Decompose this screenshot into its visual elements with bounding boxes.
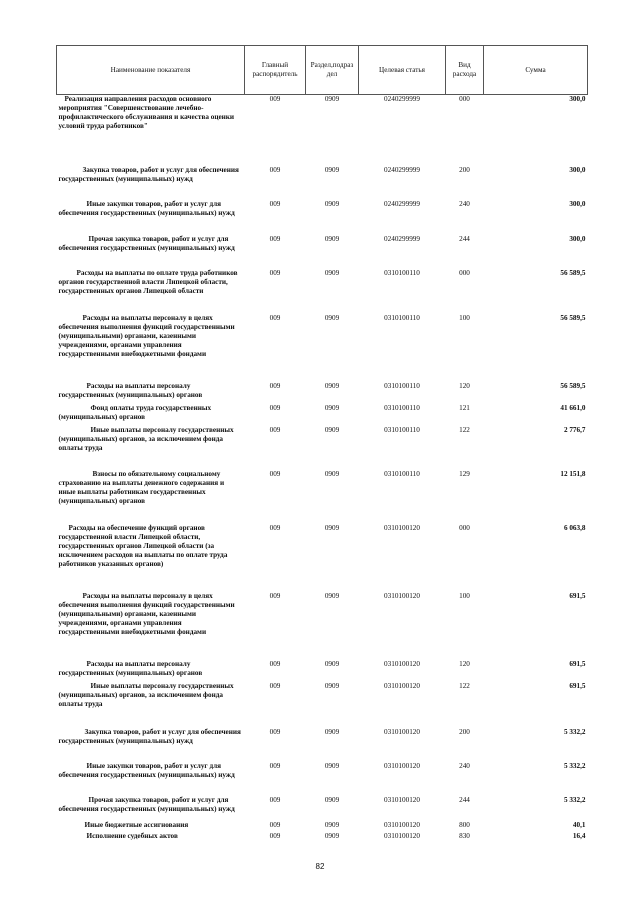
- cell-target-article: 0310100120: [384, 795, 420, 804]
- cell-main-manager: 009: [269, 591, 281, 600]
- cell-indicator-name: Прочая закупка товаров, работ и услуг для обеспечения государственных (муниципальных) нужд: [58, 234, 235, 252]
- header-amount: Сумма: [484, 46, 588, 95]
- cell-main-manager: 009: [269, 820, 281, 829]
- cell-main-manager: 009: [269, 234, 281, 243]
- cell-indicator-name: Расходы на выплаты персоналу государственных (муниципальных) органов: [58, 659, 203, 677]
- cell-section: 0909: [324, 234, 340, 243]
- page-number: 82: [315, 862, 325, 871]
- cell-amount: 16,4: [572, 831, 586, 840]
- cell-expense-type: 100: [459, 313, 470, 322]
- cell-amount: 691,5: [569, 659, 586, 668]
- cell-amount: 691,5: [569, 591, 586, 600]
- cell-amount: 40,1: [572, 820, 586, 829]
- cell-main-manager: 009: [269, 681, 281, 690]
- cell-amount: 6 063,8: [563, 523, 586, 532]
- table-row: [57, 832, 588, 843]
- cell-main-manager: 009: [269, 403, 281, 412]
- cell-expense-type: 122: [459, 681, 470, 690]
- cell-section: 0909: [324, 381, 340, 390]
- cell-indicator-name: Иные закупки товаров, работ и услуг для обеспечения государственных (муниципальных) нужд: [58, 199, 235, 217]
- cell-indicator-name: Расходы на выплаты персоналу государственных (муниципальных) органов: [58, 381, 203, 399]
- cell-expense-type: 000: [459, 268, 470, 277]
- table-row: [57, 796, 588, 821]
- cell-main-manager: 009: [269, 831, 281, 840]
- cell-section: 0909: [324, 523, 340, 532]
- cell-target-article: 0240299999: [384, 234, 420, 243]
- cell-main-manager: 009: [269, 469, 281, 478]
- table-row: [57, 682, 588, 728]
- cell-main-manager: 009: [269, 95, 281, 103]
- cell-section: 0909: [324, 313, 340, 322]
- table-row: [57, 592, 588, 660]
- cell-main-manager: 009: [269, 795, 281, 804]
- header-indicator-name: Наименование показателя: [57, 46, 245, 95]
- cell-target-article: 0310100120: [384, 761, 420, 770]
- cell-section: 0909: [324, 795, 340, 804]
- cell-main-manager: 009: [269, 659, 281, 668]
- cell-section: 0909: [324, 761, 340, 770]
- cell-target-article: 0240299999: [384, 165, 420, 174]
- cell-target-article: 0310100110: [384, 313, 420, 322]
- cell-expense-type: 830: [459, 831, 470, 840]
- cell-indicator-name: Фонд оплаты труда государственных (муниципальных) органов: [58, 403, 212, 421]
- table-row: [57, 660, 588, 682]
- cell-main-manager: 009: [269, 268, 281, 277]
- table-row: [57, 762, 588, 796]
- cell-section: 0909: [324, 591, 340, 600]
- header-expense-type: Вид расхода: [446, 46, 484, 95]
- cell-indicator-name: Закупка товаров, работ и услуг для обеспечения государственных (муниципальных) нужд: [58, 165, 239, 183]
- table-row: [57, 524, 588, 592]
- cell-amount: 56 589,5: [560, 381, 586, 390]
- table-row: [57, 200, 588, 235]
- table-row: [57, 404, 588, 426]
- cell-expense-type: 121: [459, 403, 470, 412]
- cell-amount: 5 332,2: [563, 795, 586, 804]
- cell-amount: 12 151,8: [560, 469, 586, 478]
- cell-indicator-name: Расходы на выплаты персоналу в целях обеспечения выполнения функций государственными (муниципальными) органами, казенными учреждениями, органами управления государственными внебюджетными фондами: [58, 591, 235, 636]
- cell-amount: 300,0: [569, 95, 586, 103]
- cell-target-article: 0310100120: [384, 831, 420, 840]
- cell-main-manager: 009: [269, 523, 281, 532]
- cell-target-article: 0310100110: [384, 425, 420, 434]
- cell-section: 0909: [324, 403, 340, 412]
- table-body: [57, 95, 588, 843]
- cell-expense-type: 200: [459, 165, 470, 174]
- table-row: [57, 314, 588, 382]
- cell-amount: 300,0: [569, 165, 586, 174]
- cell-target-article: 0310100120: [384, 591, 420, 600]
- cell-section: 0909: [324, 469, 340, 478]
- cell-indicator-name: Иные закупки товаров, работ и услуг для обеспечения государственных (муниципальных) нужд: [58, 761, 235, 779]
- cell-expense-type: 240: [459, 761, 470, 770]
- cell-section: 0909: [324, 165, 340, 174]
- cell-indicator-name: Закупка товаров, работ и услуг для обеспечения государственных (муниципальных) нужд: [58, 727, 241, 745]
- cell-section: 0909: [324, 199, 340, 208]
- cell-amount: 5 332,2: [563, 727, 586, 736]
- cell-expense-type: 129: [459, 469, 470, 478]
- cell-target-article: 0240299999: [384, 199, 420, 208]
- cell-target-article: 0310100110: [384, 469, 420, 478]
- cell-amount: 300,0: [569, 234, 586, 243]
- cell-section: 0909: [324, 268, 340, 277]
- table-row: [57, 166, 588, 200]
- cell-main-manager: 009: [269, 727, 281, 736]
- cell-indicator-name: Иные выплаты персоналу государственных (муниципальных) органов, за исключением фонда оплаты труда: [58, 425, 234, 452]
- cell-amount: 300,0: [569, 199, 586, 208]
- cell-expense-type: 122: [459, 425, 470, 434]
- cell-main-manager: 009: [269, 425, 281, 434]
- cell-indicator-name: Прочая закупка товаров, работ и услуг для обеспечения государственных (муниципальных) нужд: [58, 795, 235, 813]
- table-row: [57, 95, 588, 166]
- cell-expense-type: 100: [459, 591, 470, 600]
- cell-main-manager: 009: [269, 199, 281, 208]
- cell-indicator-name: Расходы на выплаты по оплате труда работников органов государственной власти Липецкой области, государственных органов Липецкой области: [58, 268, 238, 295]
- cell-main-manager: 009: [269, 165, 281, 174]
- cell-target-article: 0310100110: [384, 403, 420, 412]
- cell-indicator-name: Расходы на обеспечение функций органов государственной власти Липецкой области, государственных органов Липецкой области (за исключением расходов на выплаты по оплате труда работников указанных органов): [58, 523, 228, 568]
- cell-section: 0909: [324, 95, 340, 103]
- cell-expense-type: 240: [459, 199, 470, 208]
- cell-amount: 56 589,5: [560, 313, 586, 322]
- table-row: [57, 269, 588, 314]
- cell-main-manager: 009: [269, 313, 281, 322]
- cell-section: 0909: [324, 727, 340, 736]
- cell-target-article: 0310100120: [384, 727, 420, 736]
- table-row: [57, 728, 588, 762]
- table-row: [57, 426, 588, 470]
- cell-expense-type: 244: [459, 795, 470, 804]
- cell-amount: 2 776,7: [563, 425, 586, 434]
- cell-expense-type: 244: [459, 234, 470, 243]
- table-header-row: [57, 46, 588, 95]
- header-main-manager: Главный распорядитель: [245, 46, 306, 95]
- cell-indicator-name: Исполнение судебных актов: [86, 831, 178, 840]
- cell-amount: 5 332,2: [563, 761, 586, 770]
- cell-section: 0909: [324, 425, 340, 434]
- cell-amount: 691,5: [569, 681, 586, 690]
- cell-target-article: 0310100120: [384, 820, 420, 829]
- cell-expense-type: 000: [459, 95, 470, 103]
- cell-target-article: 0310100110: [384, 268, 420, 277]
- cell-main-manager: 009: [269, 381, 281, 390]
- header-section: Раздел,подраз дел: [306, 46, 359, 95]
- cell-target-article: 0310100120: [384, 659, 420, 668]
- table-row: [57, 235, 588, 269]
- cell-expense-type: 120: [459, 659, 470, 668]
- cell-target-article: 0240299999: [384, 95, 420, 103]
- cell-target-article: 0310100110: [384, 381, 420, 390]
- cell-expense-type: 000: [459, 523, 470, 532]
- cell-indicator-name: Реализация направления расходов основного мероприятия "Совершенствование лечебно-профилактического обслуживания и качества оценки условий труда работников": [58, 95, 235, 130]
- cell-indicator-name: Иные выплаты персоналу государственных (муниципальных) органов, за исключением фонда оплаты труда: [58, 681, 234, 708]
- cell-section: 0909: [324, 659, 340, 668]
- cell-target-article: 0310100120: [384, 681, 420, 690]
- cell-expense-type: 120: [459, 381, 470, 390]
- cell-indicator-name: Взносы по обязательному социальному страхованию на выплаты денежного содержания и иные выплаты работникам государственных (муниципальных) органов: [58, 469, 225, 505]
- cell-indicator-name: Расходы на выплаты персоналу в целях обеспечения выполнения функций государственными (муниципальными) органами, казенными учреждениями, органами управления государственными внебюджетными фондами: [58, 313, 235, 358]
- cell-main-manager: 009: [269, 761, 281, 770]
- cell-expense-type: 200: [459, 727, 470, 736]
- table-row: [57, 470, 588, 524]
- cell-section: 0909: [324, 831, 340, 840]
- header-target-article: Целевая статья: [359, 46, 446, 95]
- cell-indicator-name: Иные бюджетные ассигнования: [84, 820, 189, 829]
- cell-target-article: 0310100120: [384, 523, 420, 532]
- cell-amount: 41 661,0: [560, 403, 586, 412]
- cell-section: 0909: [324, 681, 340, 690]
- cell-amount: 56 589,5: [560, 268, 586, 277]
- cell-section: 0909: [324, 820, 340, 829]
- table-row: [57, 382, 588, 404]
- cell-expense-type: 800: [459, 820, 470, 829]
- budget-table: [56, 45, 588, 843]
- table-row: [57, 821, 588, 832]
